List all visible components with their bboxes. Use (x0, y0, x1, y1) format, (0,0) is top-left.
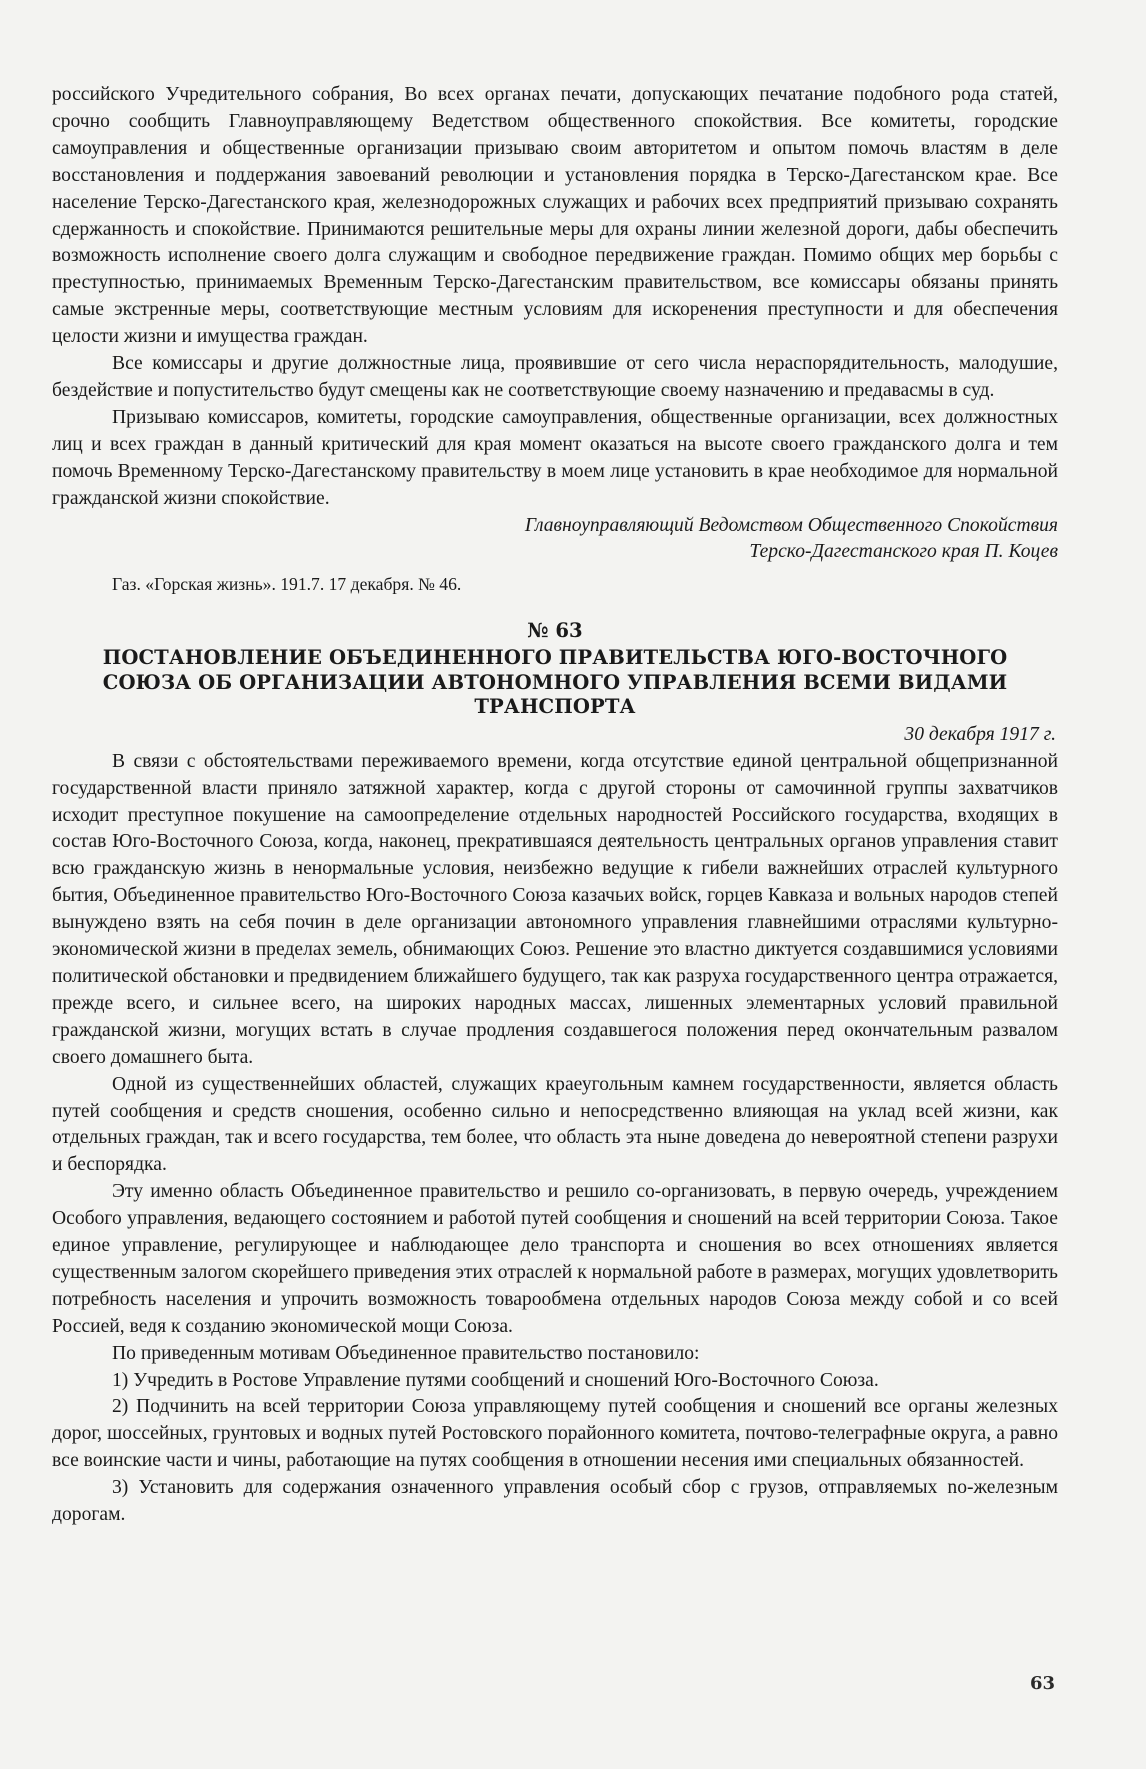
prev-paragraph-2: Все комиссары и другие должностные лица, проявившие от сего числа нераспорядительность, малодушие, бездействие и попустительство будут смещены как не соответствующие своему назначению и предавасмы в суд. (52, 353, 1058, 401)
body-paragraph-4: По приведенным мотивам Объединенное правительство постановило: (112, 1342, 700, 1364)
body-paragraph-1: В связи с обстоятельствами переживаемого времени, когда отсутствие единой центральной общепризнанной государственной власти приняло затяжной характер, когда с другой стороны от самочинной группы захватчиков исходит преступное покушение на самоопределение отдельных народностей Российского государства, входящих в состав Юго-Восточного Союза, когда, наконец, прекратившаяся деятельность центральных органов управления ставит всю гражданскую жизнь в ненормальные условия, неизбежно ведущие к гибели важнейших отраслей культурного бытия, Объединенное правительство Юго-Восточного Союза казачьих войск, горцев Кавказа и вольных народов степей вынуждено взять на себя почин в деле организации автономного управления главнейшими отраслями культурно-экономической жизни в пределах земель, обнимающих Союз. Решение это властно диктуется создавшимися условиями политической обстановки и предвидением ближайшего будущего, так как разруха государственного центра отражается, прежде всего, и сильнее всего, на широких народных массах, лишенных элементарных условий правильной гражданской жизни, могущих встать в случае продления создавшегося положения перед окончательным развалом своего домашнего быта. (52, 750, 1058, 1068)
document-date: 30 декабря 1917 г. (904, 723, 1056, 745)
source-citation: Газ. «Горская жизнь». 191.7. 17 декабря. № 46. (112, 574, 462, 595)
prev-paragraph-1: российского Учредительного собрания, Во всех органах печати, допускающих печатание подобного рода статей, срочно сообщить Главноуправляющему Ведетством общественного спокойствия. Все комитеты, городские самоуправления и общественные организации призываю своим авторитетом и опытом помочь властям в деле восстановления и поддержания завоеваний революции и установления порядка в Терско-Дагестанском крае. Все население Терско-Дагестанского края, железнодорожных служащих и рабочих всех предприятий призываю сохранять сдержанность и спокойствие. Принимаются решительные меры для охраны линии железной дороги, дабы обеспечить возможность исполнение своего долга служащим и свободное передвижение граждан. Помимо общих мер борьбы с преступностью, принимаемых Временным Терско-Дагестанским правительством, все комиссары обязаны принять самые экстренные меры, соответствующие местным условиям для искоренения преступности и для обеспечения целости жизни и имущества граждан. (52, 84, 1058, 348)
signature-line-1: Главноуправляющий Ведомством Общественного Спокойствия (524, 514, 1058, 536)
body-paragraph-3: Эту именно область Объединенное правительство и решило со-организовать, в первую очередь, учреждением Особого управления, ведающего состоянием и работой путей сообщения и сношений на всей территории Союза. Такое единое управление, регулирующее и наблюдающее дело транспорта и сношения во всех отношениях является существенным залогом скорейшего приведения этих отраслей к нормальной работе в размерах, могущих удовлетворить потребность населения и упрочить возможность товарообмена отдельных народов Союза между собой и со всей Россией, ведя к созданию экономической мощи Союза. (52, 1181, 1058, 1337)
resolution-item-3: 3) Установить для содержания означенного управления особый сбор с грузов, отправляемых no-железным дорогам. (52, 1477, 1058, 1526)
signature-line-2: Терско-Дагестанского края П. Коцев (749, 541, 1058, 563)
page-number: 63 (1030, 1673, 1056, 1694)
document-title: ПОСТАНОВЛЕНИЕ ОБЪЕДИНЕННОГО ПРАВИТЕЛЬСТВА ЮГО-ВОСТОЧНОГО СОЮЗА ОБ ОРГАНИЗАЦИИ АВТОНОМНОГО УПРАВЛЕНИЯ ВСЕМИ ВИДАМИ ТРАНСПОРТА (102, 646, 1008, 719)
resolution-item-1: 1) Учредить в Ростове Управление путями сообщений и сношений Юго-Восточного Союза. (112, 1369, 879, 1391)
resolution-item-2: 2) Подчинить на всей территории Союза управляющему путей сообщения и сношений все органы железных дорог, шоссейных, грунтовых и водных путей Ростовского порайонного комитета, почтово-телеграфные округа, а равно все воинские части и чины, работающие на путях сообщения в отношении несения ими специальных обязанностей. (52, 1396, 1058, 1472)
document-page (52, 82, 1058, 1529)
document-number: № 63 (527, 619, 583, 643)
body-paragraph-2: Одной из существеннейших областей, служащих краеугольным камнем государственности, является область путей сообщения и средств сношения, особенно сильно и непосредственно влияющая на уклад всей жизни, как отдельных граждан, так и всего государства, тем более, что область эта ныне доведена до невероятной степени разрухи и беспорядка. (52, 1073, 1058, 1176)
prev-paragraph-3: Призываю комиссаров, комитеты, городские самоуправления, общественные организации, всех должностных лиц и всех граждан в данный критический для края момент оказаться на высоте своего гражданского долга и тем помочь Временному Терско-Дагестанскому правительству в моем лице установить в крае необходимое для нормальной гражданской жизни спокойствие. (52, 406, 1058, 509)
